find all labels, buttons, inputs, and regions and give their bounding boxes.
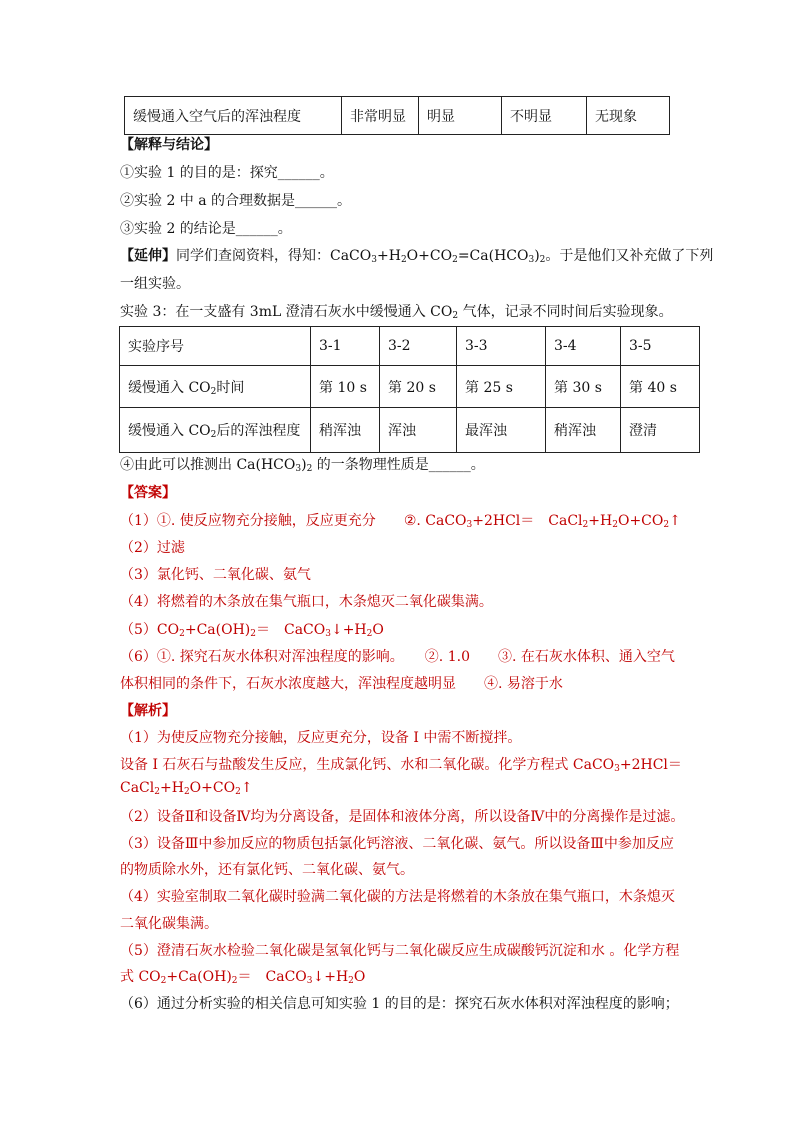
table-header-cell: 3-2 (380, 327, 457, 366)
analysis-paragraph: 式 $CO_2+Ca(OH)_2=$ $CaCO_3↓+H_2O$ (120, 969, 366, 986)
table-row (120, 327, 700, 366)
table-header-cell: 3-1 (311, 327, 380, 366)
extension-paragraph (120, 245, 713, 265)
analysis-heading: 【解析】 (120, 703, 176, 719)
analysis-paragraph: 设备 I 石灰石与盐酸发生反应，生成氯化钙、水和二氧化碳。化学方程式 CaCO$_3$+2HCl＝ (120, 757, 682, 774)
table-cell: 无现象 (587, 97, 670, 135)
analysis-paragraph: （6）通过分析实验的相关信息可知实验 1 的目的是：探究石灰水体积对浑浊程度的影响； (120, 996, 679, 1012)
answer-6-line-1: （6）①. 探究石灰水体积对浑浊程度的影响。 ②. 1.0 ③. 在石灰水体积、通入空气 (120, 649, 675, 665)
table-cell: 非常明显 (342, 97, 419, 135)
question-2: ②实验 2 中 a 的合理数据是______。 (120, 193, 352, 209)
answer-4: （4）将燃着的木条放在集气瓶口，木条熄灭二氧化碳集满。 (120, 594, 493, 610)
table-cell: 不明显 (502, 97, 587, 135)
table-cell: 第 25 s (457, 366, 546, 408)
extension-text-after: 。于是他们又补充做了下列 (545, 248, 714, 264)
analysis-paragraph: （2）设备Ⅱ和设备Ⅳ均为分离设备，是固体和液体分离，所以设备Ⅳ中的分离操作是过滤。 (120, 809, 685, 825)
experiment-3-table (119, 326, 700, 453)
table-row (125, 97, 670, 135)
answer-6-line-2: 体积相同的条件下，石灰水浓度越大，浑浊程度越明显 ④. 易溶于水 (120, 676, 563, 692)
table-row (120, 366, 700, 408)
analysis-paragraph: （1）为使反应物充分接触，反应更充分，设备 I 中需不断搅拌。 (120, 730, 522, 746)
question-4: ④由此可以推测出 $Ca(HCO_3)_2$ 的一条物理性质是______。 (120, 457, 485, 474)
question-3: ③实验 2 的结论是______。 (120, 221, 292, 237)
table-cell: 最浑浊 (457, 408, 546, 453)
section-heading-explanation: 【解释与结论】 (120, 137, 218, 153)
table-cell: 澄清 (621, 408, 700, 453)
table-cell: 第 30 s (546, 366, 621, 408)
analysis-paragraph: $CaCl_2+H_2O+CO_2↑$ (120, 780, 253, 797)
analysis-paragraph: （4）实验室制取二氧化碳时验满二氧化碳的方法是将燃着的木条放在集气瓶口，木条熄灭 (120, 889, 675, 905)
extension-text: 同学们查阅资料，得知： (176, 248, 330, 264)
table-row (120, 408, 700, 453)
table-row-label: 缓慢通入 $CO_2$后的浑浊程度 (120, 408, 311, 453)
analysis-paragraph: （5）澄清石灰水检验二氧化碳是氢氧化钙与二氧化碳反应生成碳酸钙沉淀和水 。化学方程 (120, 943, 680, 959)
extension-tag: 【延伸】 (120, 248, 176, 264)
analysis-paragraph: 的物质除水外，还有氯化钙、二氧化碳、氨气。 (120, 862, 414, 878)
table-header-cell: 3-5 (621, 327, 700, 366)
table-header-cell: 3-4 (546, 327, 621, 366)
table-header-cell: 3-3 (457, 327, 546, 366)
extension-equation: $CaCO_3+H_2O+CO_2=Ca(HCO_3)_2$ (330, 248, 546, 265)
table-cell: 缓慢通入空气后的浑浊程度 (125, 97, 342, 135)
table-header-cell: 实验序号 (120, 327, 311, 366)
question-1: ①实验 1 的目的是：探究______。 (120, 165, 334, 181)
table-cell: 第 40 s (621, 366, 700, 408)
table-cell: 稍浑浊 (546, 408, 621, 453)
answer-1: （1）①. 使反应物充分接触，反应更充分 ②. CaCO$_3$+2HCl＝ $CaCl_2+H_2O+CO_2↑$ (120, 513, 681, 530)
table-cell: 稍浑浊 (311, 408, 380, 453)
table-cell: 浑浊 (380, 408, 457, 453)
table-cell: 第 10 s (311, 366, 380, 408)
analysis-paragraph: 二氧化碳集满。 (120, 916, 218, 932)
answer-2: （2）过滤 (120, 540, 185, 556)
table-cell: 第 20 s (380, 366, 457, 408)
answer-5: $(5)CO_2+Ca(OH)_2=$ $CaCO_3↓+H_2O$ (120, 622, 384, 639)
extension-line-2: 一组实验。 (120, 276, 190, 292)
turbidity-air-table (124, 96, 670, 135)
answer-3: （3）氯化钙、二氧化碳、氨气 (120, 567, 311, 583)
table-cell: 明显 (419, 97, 502, 135)
experiment-3-description: 实验 3：在一支盛有 3mL 澄清石灰水中缓慢通入 $CO_2$ 气体，记录不同时间后实验现象。 (120, 304, 673, 321)
analysis-paragraph: （3）设备Ⅲ中参加反应的物质包括氯化钙溶液、二氧化碳、氨气。所以设备Ⅲ中参加反应 (120, 836, 674, 852)
table-row-label: 缓慢通入 $CO_2$时间 (120, 366, 311, 408)
answer-heading: 【答案】 (120, 485, 176, 501)
